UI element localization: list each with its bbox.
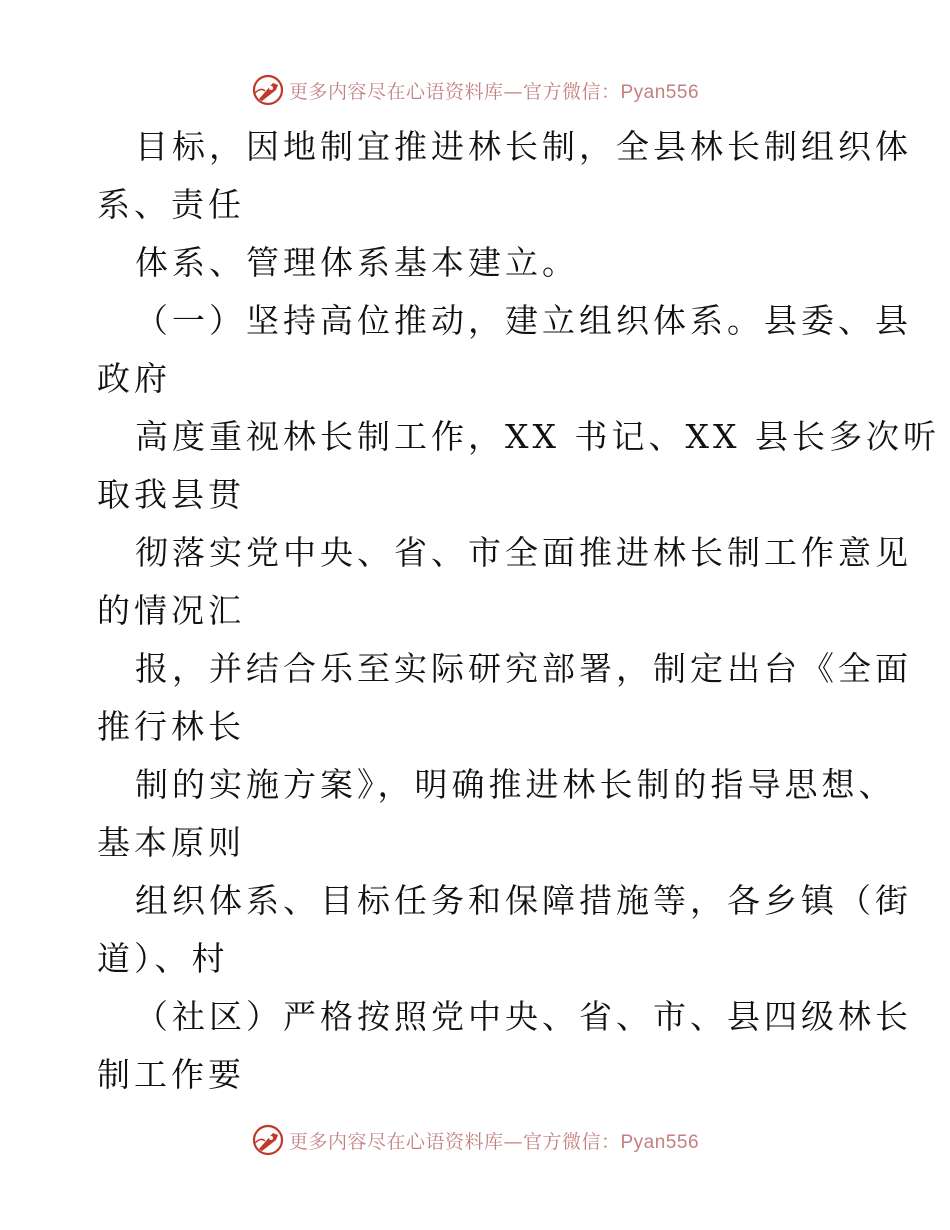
text-line: （社区）严格按照党中央、省、市、县四级林长	[135, 997, 912, 1036]
text-line: 彻落实党中央、省、市全面推进林长制工作意见	[135, 533, 912, 572]
wechat-id: Pyan556	[620, 81, 700, 103]
pen-nib-logo-icon	[251, 73, 285, 107]
banner-text: 更多内容尽在心语资料库—官方微信：Pyan556	[288, 80, 700, 103]
text-line: 组织体系、目标任务和保障措施等，各乡镇（街	[135, 881, 912, 920]
banner-text: 更多内容尽在心语资料库—官方微信：Pyan556	[288, 1130, 700, 1153]
text-line: 推行林长	[97, 707, 245, 746]
text-line: 制的实施方案》，明确推进林长制的指导思想、	[135, 765, 896, 804]
text-line: 目标，因地制宜推进林长制，全县林长制组织体	[135, 127, 912, 166]
text-line: 取我县贯	[97, 475, 245, 514]
header-banner	[0, 70, 950, 110]
text-line: 制工作要	[97, 1055, 245, 1094]
pen-nib-logo-icon	[251, 1123, 285, 1157]
text-line: 高度重视林长制工作，XX 书记、XX 县长多次听	[135, 417, 940, 456]
text-line: 基本原则	[97, 823, 245, 862]
text-line: 报，并结合乐至实际研究部署，制定出台《全面	[135, 649, 912, 688]
text-line: 体系、管理体系基本建立。	[135, 243, 579, 282]
text-line: 的情况汇	[97, 591, 245, 630]
footer-banner	[0, 1120, 950, 1160]
text-line: 政府	[97, 359, 171, 398]
wechat-id: Pyan556	[620, 1131, 700, 1153]
text-line: 系、责任	[97, 185, 245, 224]
text-line: （一）坚持高位推动，建立组织体系。县委、县	[135, 301, 912, 340]
text-line: 道）、村	[97, 939, 229, 978]
